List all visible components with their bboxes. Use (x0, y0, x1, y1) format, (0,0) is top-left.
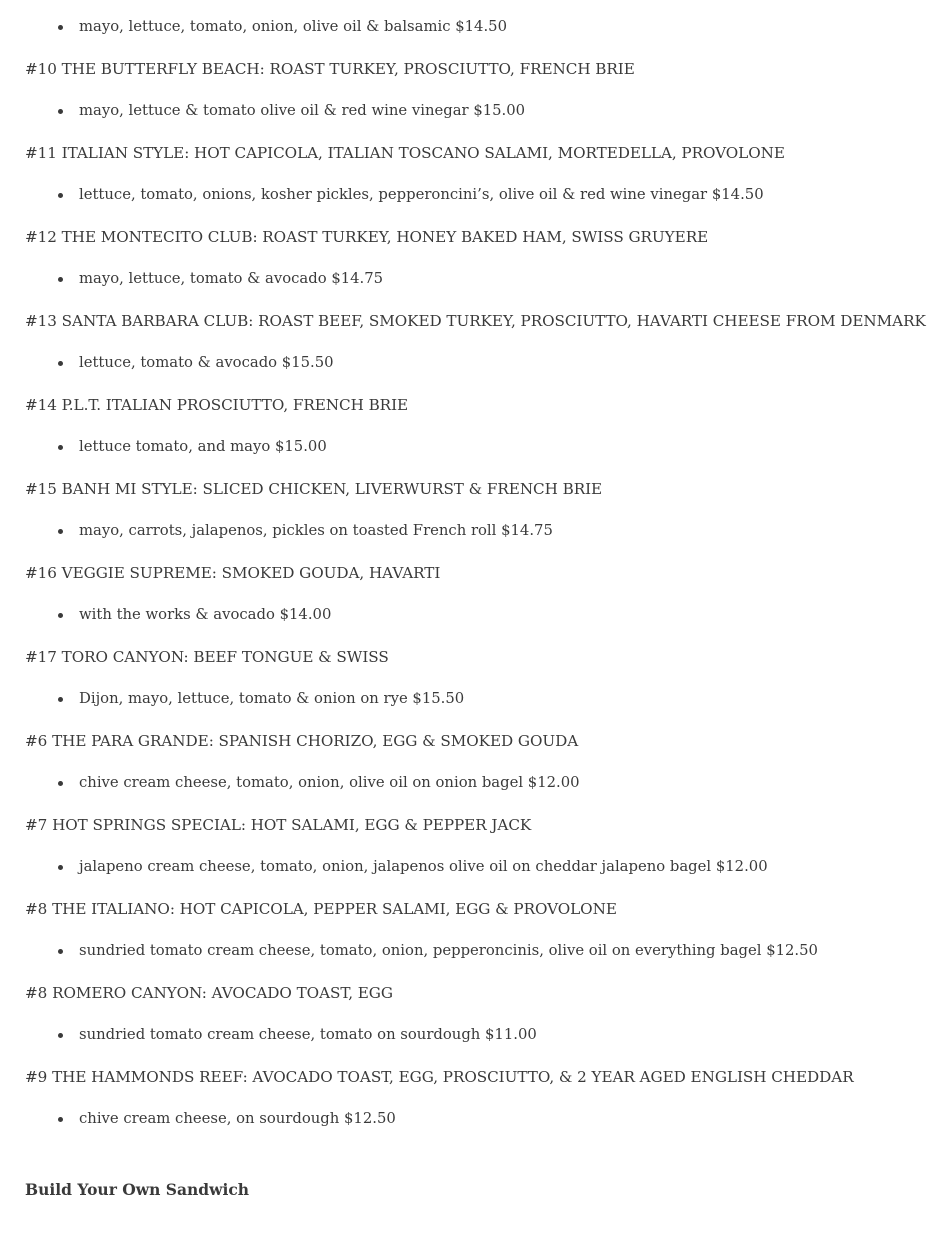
menu-item-detail-text: mayo, lettuce, tomato & avocado $14.75 (79, 270, 384, 287)
menu-item-heading: #6 THE PARA GRANDE: SPANISH CHORIZO, EGG & SMOKED GOUDA (25, 732, 579, 750)
bullet-icon (58, 613, 63, 618)
menu-item-detail-text: with the works & avocado $14.00 (79, 606, 332, 623)
menu-item-detail (25, 185, 935, 205)
menu-item-detail (25, 437, 935, 457)
bullet-icon (58, 781, 63, 786)
menu-item-heading: #14 P.L.T. ITALIAN PROSCIUTTO, FRENCH BRIE (25, 396, 409, 414)
bullet-icon (58, 25, 63, 30)
menu-item (25, 731, 935, 793)
menu-item-detail-text: Dijon, mayo, lettuce, tomato & onion on rye $15.50 (79, 690, 465, 707)
intro-detail-list (25, 17, 935, 37)
bullet-icon (58, 193, 63, 198)
menu-item (25, 479, 935, 541)
bullet-icon (58, 697, 63, 702)
menu-item-detail-list (25, 1025, 935, 1045)
menu-item-heading: #15 BANH MI STYLE: SLICED CHICKEN, LIVERWURST & FRENCH BRIE (25, 480, 603, 498)
menu-item-detail (25, 857, 935, 877)
menu-item-detail (25, 605, 935, 625)
menu-item-detail (25, 1025, 935, 1045)
menu-item-detail-text: lettuce tomato, and mayo $15.00 (79, 438, 327, 455)
menu-item-detail-list (25, 605, 935, 625)
menu-item (25, 1067, 935, 1129)
menu-item (25, 815, 935, 877)
bullet-icon (58, 1117, 63, 1122)
menu-item-detail (25, 689, 935, 709)
menu-item-detail-text: lettuce, tomato & avocado $15.50 (79, 354, 334, 371)
menu-item-detail-text: sundried tomato cream cheese, tomato on sourdough $11.00 (79, 1026, 537, 1043)
menu-item-heading: #10 THE BUTTERFLY BEACH: ROAST TURKEY, PROSCIUTTO, FRENCH BRIE (25, 60, 635, 78)
menu-item-heading: #12 THE MONTECITO CLUB: ROAST TURKEY, HONEY BAKED HAM, SWISS GRUYERE (25, 228, 709, 246)
menu-item-detail-list (25, 521, 935, 541)
menu-item-detail (25, 941, 935, 961)
menu-item-detail-list (25, 689, 935, 709)
menu-item-heading: #9 THE HAMMONDS REEF: AVOCADO TOAST, EGG, PROSCIUTTO, & 2 YEAR AGED ENGLISH CHEDDAR (25, 1068, 854, 1086)
menu-item-detail-text: sundried tomato cream cheese, tomato, onion, pepperoncinis, olive oil on everything bagel $12.50 (79, 942, 818, 959)
bullet-icon (58, 361, 63, 366)
menu-item-detail (25, 521, 935, 541)
bullet-icon (58, 865, 63, 870)
bullet-icon (58, 445, 63, 450)
menu-item-detail-text: chive cream cheese, on sourdough $12.50 (79, 1110, 396, 1127)
menu-item-heading: #17 TORO CANYON: BEEF TONGUE & SWISS (25, 648, 389, 666)
menu-item-detail-text: mayo, lettuce, tomato, onion, olive oil & balsamic $14.50 (79, 18, 507, 35)
menu-item-detail-text: lettuce, tomato, onions, kosher pickles, pepperoncini’s, olive oil & red wine vinegar $14.50 (79, 186, 764, 203)
menu-item-detail-text: mayo, lettuce & tomato olive oil & red wine vinegar $15.00 (79, 102, 526, 119)
menu-item-detail-list (25, 857, 935, 877)
menu-item-heading: #13 SANTA BARBARA CLUB: ROAST BEEF, SMOKED TURKEY, PROSCIUTTO, HAVARTI CHEESE FROM DENMARK (25, 312, 926, 330)
bullet-icon (58, 949, 63, 954)
bullet-icon (58, 109, 63, 114)
menu-item (25, 647, 935, 709)
bullet-icon (58, 277, 63, 282)
menu-item (25, 143, 935, 205)
menu-item-detail-list (25, 941, 935, 961)
menu-item-detail-text: mayo, carrots, jalapenos, pickles on toasted French roll $14.75 (79, 522, 553, 539)
menu-item-detail (25, 101, 935, 121)
menu-item (25, 395, 935, 457)
menu-item-detail (25, 353, 935, 373)
menu-item (25, 59, 935, 121)
menu-item (25, 563, 935, 625)
bullet-icon (58, 1033, 63, 1038)
menu-item-detail (25, 1109, 935, 1129)
menu-item-detail (25, 269, 935, 289)
menu-item-detail (25, 17, 935, 37)
bullet-icon (58, 529, 63, 534)
menu-item-heading: #16 VEGGIE SUPREME: SMOKED GOUDA, HAVARTI (25, 564, 441, 582)
sandwich-menu (25, 17, 935, 1129)
menu-item-detail-list (25, 353, 935, 373)
menu-item-detail-text: jalapeno cream cheese, tomato, onion, jalapenos olive oil on cheddar jalapeno bagel $12.00 (79, 858, 768, 875)
section-title-build-your-own: Build Your Own Sandwich (25, 1180, 250, 1199)
menu-item (25, 983, 935, 1045)
menu-item-detail-list (25, 773, 935, 793)
menu-item-heading: #7 HOT SPRINGS SPECIAL: HOT SALAMI, EGG & PEPPER JACK (25, 816, 532, 834)
menu-item-detail-list (25, 185, 935, 205)
menu-item-detail (25, 773, 935, 793)
menu-item-detail-list (25, 437, 935, 457)
menu-item-heading: #11 ITALIAN STYLE: HOT CAPICOLA, ITALIAN TOSCANO SALAMI, MORTEDELLA, PROVOLONE (25, 144, 785, 162)
menu-item-detail-list (25, 101, 935, 121)
menu-item-heading: #8 THE ITALIANO: HOT CAPICOLA, PEPPER SALAMI, EGG & PROVOLONE (25, 900, 617, 918)
menu-item (25, 899, 935, 961)
menu-item-detail-list (25, 1109, 935, 1129)
menu-item-heading: #8 ROMERO CANYON: AVOCADO TOAST, EGG (25, 984, 393, 1002)
menu-item-detail-text: chive cream cheese, tomato, onion, olive oil on onion bagel $12.00 (79, 774, 580, 791)
menu-item (25, 227, 935, 289)
menu-item-detail-list (25, 269, 935, 289)
menu-item (25, 311, 935, 373)
